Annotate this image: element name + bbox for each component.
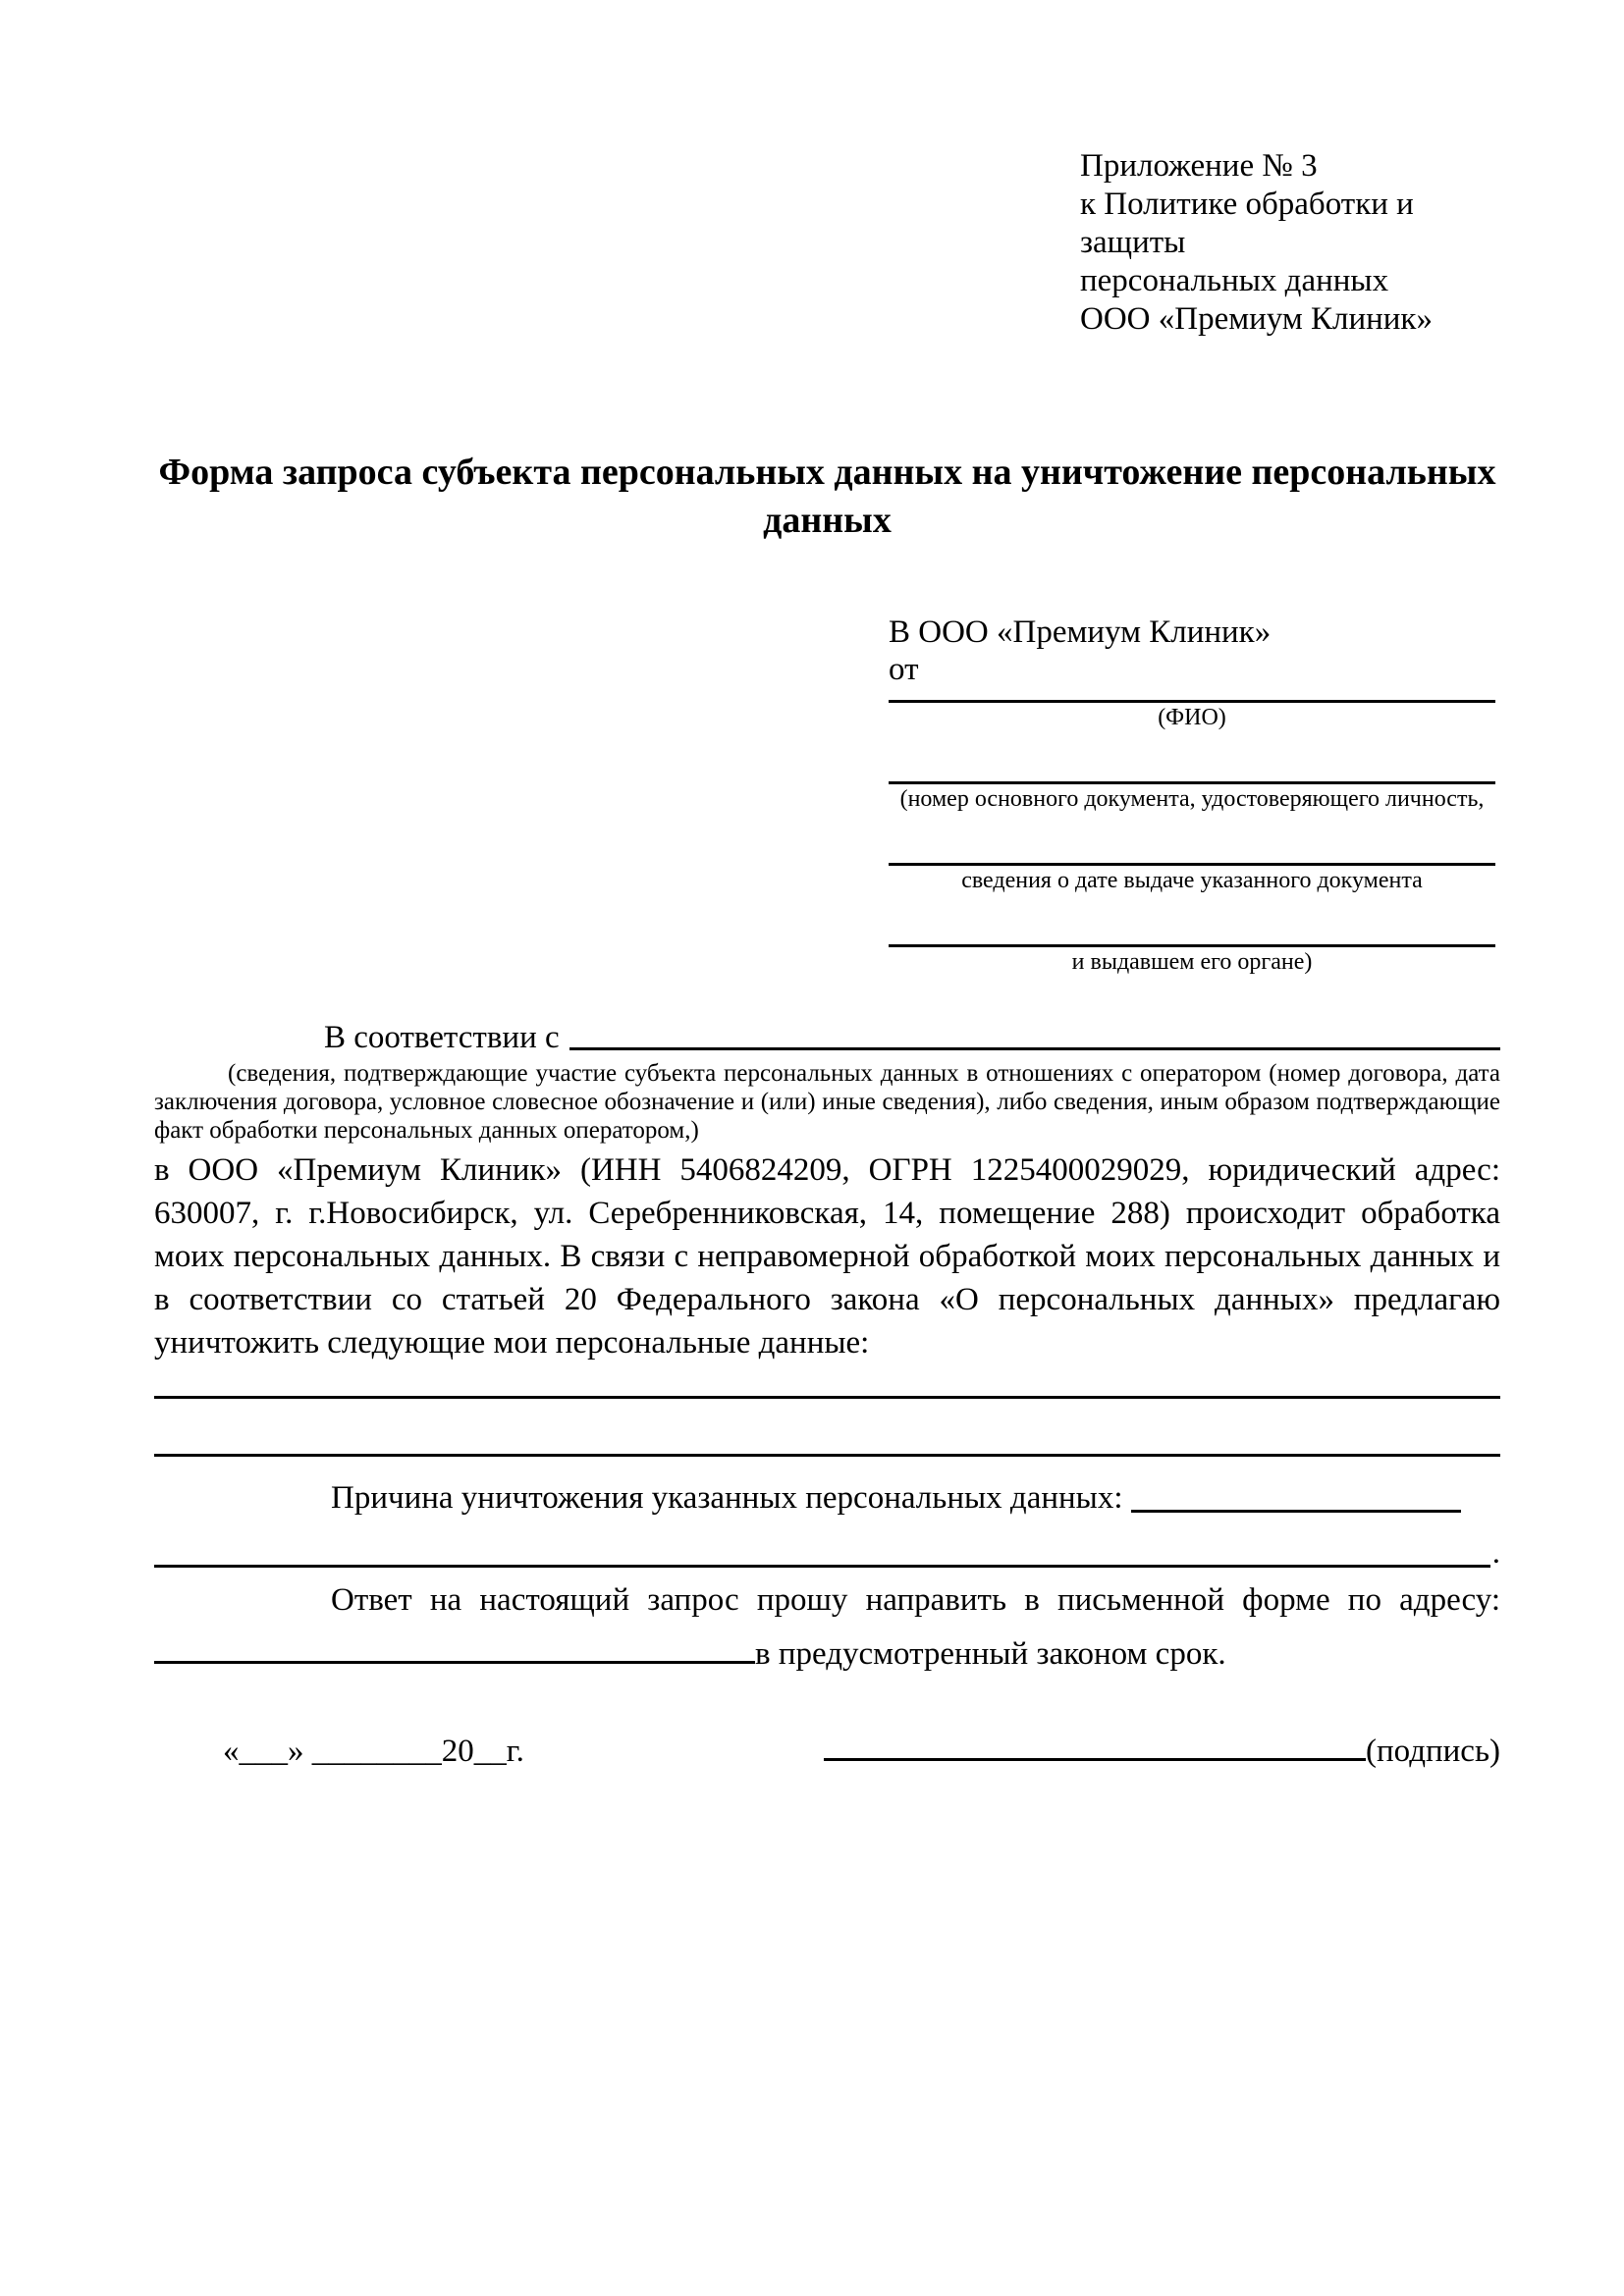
reason-continuation-row: [154, 1531, 1500, 1575]
document-issue-date-caption: сведения о дате выдаче указанного документа: [961, 868, 1423, 893]
signature-fill-line[interactable]: [824, 1723, 1366, 1761]
appendix-line: персональных данных: [1080, 263, 1389, 298]
document-issue-date-field: [889, 851, 1495, 895]
reason-fill-line-2[interactable]: [154, 1565, 1490, 1568]
answer-tail: в предусмотренный законом срок.: [755, 1636, 1226, 1672]
address-row: [154, 1626, 1500, 1676]
address-fill-line[interactable]: [154, 1626, 755, 1664]
accordance-fill-line[interactable]: [569, 1047, 1500, 1050]
page-title: Форма запроса субъекта персональных данных на уничтожение персональных данных: [158, 452, 1496, 541]
fio-fill-line[interactable]: [889, 688, 1495, 703]
issuing-authority-field: [889, 933, 1495, 977]
reason-fill-line[interactable]: [1131, 1510, 1461, 1513]
document-number-caption: (номер основного документа, удостоверяющего личность,: [899, 786, 1485, 812]
fio-caption: (ФИО): [1158, 705, 1226, 730]
accordance-row: [154, 1018, 1500, 1057]
appendix-line: ООО «Премиум Клиник»: [1080, 301, 1433, 337]
signature-block: [824, 1723, 1500, 1773]
accordance-label: В соответствии с: [324, 1020, 560, 1055]
appendix-block: [1080, 147, 1500, 339]
addressee-from-label: от: [889, 652, 919, 687]
document-number-fill-line[interactable]: [889, 770, 1495, 784]
addressee-to: В ООО «Премиум Клиник»: [889, 614, 1272, 650]
date-signature-row: [154, 1723, 1500, 1773]
addressee-block: [889, 614, 1495, 977]
reason-row: [154, 1476, 1500, 1520]
reason-period: .: [1491, 1535, 1500, 1571]
answer-sentence: Ответ на настоящий запрос прошу направить в письменной форме по адресу:: [331, 1582, 1500, 1618]
signature-caption: (подпись): [1366, 1734, 1500, 1769]
document-issue-date-fill-line[interactable]: [889, 851, 1495, 866]
reason-label: Причина уничтожения указанных персональных данных:: [331, 1480, 1123, 1516]
accordance-footnote: (сведения, подтверждающие участие субъекта персональных данных в отношениях с оператором (номер договора, дата заключения договора, условное словесное обозначение и (или) иные сведения), либо сведения, иным образом подтверждающие факт обработки персональных данных оператором,): [154, 1060, 1500, 1144]
personal-data-fill-line-2[interactable]: [154, 1454, 1500, 1457]
appendix-line: Приложение № 3: [1080, 148, 1318, 184]
appendix-line: к Политике обработки и защиты: [1080, 187, 1414, 260]
issuing-authority-fill-line[interactable]: [889, 933, 1495, 947]
date-line[interactable]: «___» ________20__г.: [223, 1734, 524, 1769]
main-paragraph: в ООО «Премиум Клиник» (ИНН 5406824209, ОГРН 1225400029029, юридический адрес: 630007, г. г.Новосибирск, ул. Серебренниковская, 14, помещение 288) происходит обработка моих персональных данных. В связи с неправомерной обработкой моих персональных данных и в соответствии со статьей 20 Федерального закона «О персональных данных» предлагаю уничтожить следующие мои персональные данные:: [154, 1152, 1500, 1361]
personal-data-fill-line-1[interactable]: [154, 1396, 1500, 1399]
document-number-field: [889, 770, 1495, 814]
issuing-authority-caption: и выдавшем его органе): [1071, 949, 1313, 975]
fio-field: [889, 688, 1495, 732]
